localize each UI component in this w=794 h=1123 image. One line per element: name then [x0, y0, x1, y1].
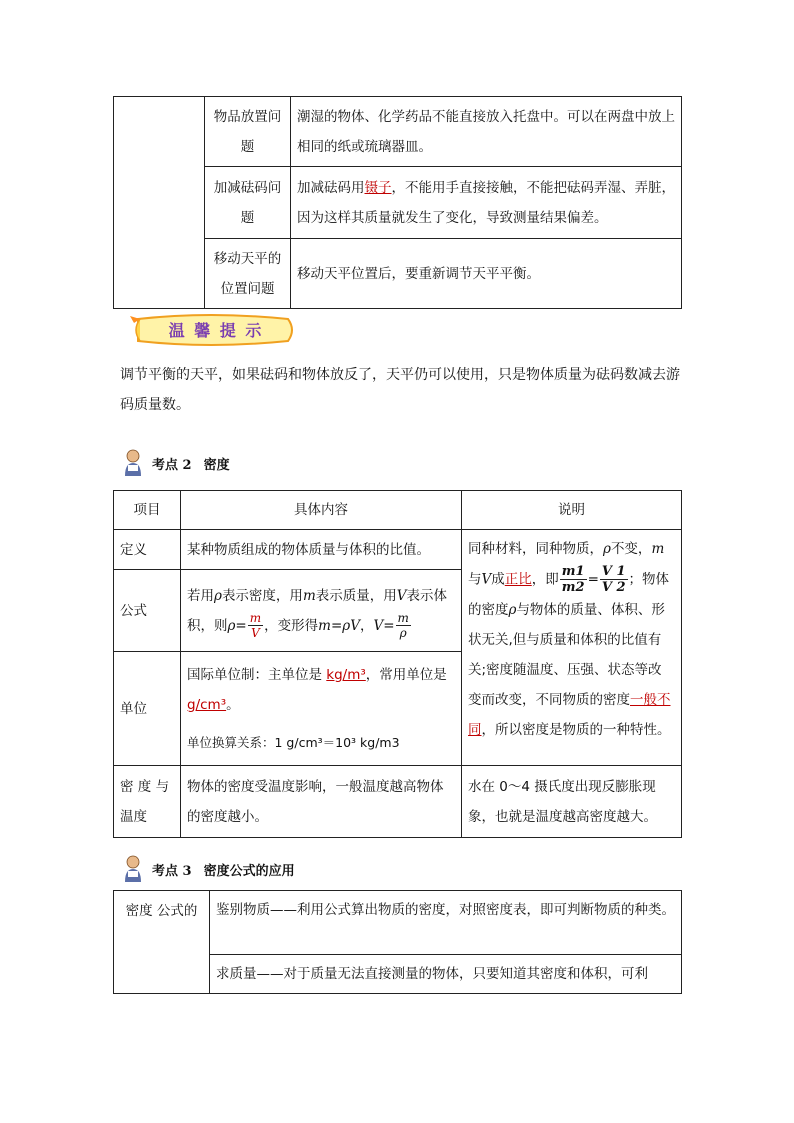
- teacher-icon: [122, 449, 144, 477]
- density-fraction: $\frac{m}{V}$: [249, 611, 262, 640]
- table-row: [114, 766, 682, 838]
- content-cell: 潮湿的物体、化学药品不能直接放入托盘中。可以在两盘中放上相同的纸或琉璃器皿。: [291, 97, 682, 167]
- header-item: 项目: [114, 491, 181, 530]
- find-mass-row: 求质量——对于质量无法直接测量的物体，只要知道其密度和体积，可利: [210, 955, 682, 994]
- volume-fraction: $\frac{m}{\rho}$: [397, 611, 409, 640]
- banner-text: 温 馨 提 示: [168, 321, 264, 340]
- proportional-highlight: 正比: [504, 571, 532, 588]
- table-row: [114, 97, 682, 167]
- temperature-label: 密 度 与温度: [114, 766, 181, 838]
- warm-tip-banner: [124, 313, 296, 347]
- volume-ratio-fraction: $\frac{V 1}{V 2}$: [601, 564, 626, 595]
- tweezers-highlight: 镊子: [364, 179, 392, 196]
- teacher-icon: [122, 855, 144, 883]
- density-table: [113, 490, 682, 838]
- table-header-row: [114, 491, 682, 530]
- definition-label: 定义: [114, 530, 181, 570]
- formula-content: 若用ρ表示密度，用m表示质量，用V表示体积，则ρ= $\frac{m}{V}$ ，变形得m=ρV，V= $\frac{m}{\rho}$: [181, 570, 462, 652]
- density-application-table: [113, 890, 682, 994]
- unit-conversion: 单位换算关系：1 g/cm³＝10³ kg/m3: [187, 734, 400, 750]
- density-note-cell: 同种材料，同种物质，ρ不变，m与V成正比，即 $\frac{m1}{m2}$ = $\frac{V 1}{V 2}$ ；物体的密度ρ与物体的质量、体积、形状无关,但与质量和体积的比值有关;密度随温度、压强、状态等改变而改变，不同物质的密度一般不同，所以密度是物质的一种特性。: [462, 530, 682, 766]
- item-cell: 移动天平的位置问题: [205, 239, 291, 309]
- unit-common: g/cm³: [187, 696, 227, 713]
- temperature-note: 水在 0～4 摄氏度出现反膨胀现象，也就是温度越高密度越大。: [462, 766, 682, 838]
- application-label: 密度 公式的: [114, 891, 210, 994]
- content-cell: 移动天平位置后，要重新调节天平平衡。: [291, 239, 682, 309]
- banner-scroll-icon: [124, 313, 296, 347]
- section-heading-2: [122, 449, 230, 477]
- formula-label: 公式: [114, 570, 181, 652]
- unit-label: 单位: [114, 652, 181, 766]
- temperature-content: 物体的密度受温度影响，一般温度越高物体的密度越小。: [181, 766, 462, 838]
- identify-substance-row: 鉴别物质——利用公式算出物质的密度，对照密度表，即可判断物质的种类。: [210, 891, 682, 955]
- section-title: 密度: [203, 457, 230, 473]
- balance-usage-table: [113, 96, 682, 309]
- header-content: 具体内容: [181, 491, 462, 530]
- table-row: [114, 530, 682, 570]
- definition-content: 某种物质组成的物体质量与体积的比值。: [181, 530, 462, 570]
- unit-main: kg/m³: [326, 666, 366, 683]
- section-heading-3: [122, 855, 295, 883]
- header-note: 说明: [462, 491, 682, 530]
- section-label: 考点 2: [152, 457, 192, 473]
- tip-paragraph: 调节平衡的天平，如果砝码和物体放反了，天平仍可以使用，只是物体质量为砝码数减去游码质量数。: [120, 367, 680, 413]
- section-label: 考点 3: [152, 863, 192, 879]
- item-cell: 加减砝码问题: [205, 167, 291, 239]
- merged-empty-cell: [114, 97, 205, 309]
- generally-different-highlight: 一般不同: [468, 692, 671, 738]
- mass-ratio-fraction: $\frac{m1}{m2}$: [561, 564, 585, 595]
- item-cell: 物品放置问题: [205, 97, 291, 167]
- content-cell: 加减砝码用镊子，不能用手直接接触，不能把砝码弄湿、弄脏，因为这样其质量就发生了变化，导致测量结果偏差。: [291, 167, 682, 239]
- section-title: 密度公式的应用: [203, 863, 295, 879]
- table-row: [114, 891, 682, 955]
- unit-content: 国际单位制：主单位是 kg/m³，常用单位是g/cm³。 单位换算关系：1 g/cm³＝10³ kg/m3: [181, 652, 462, 766]
